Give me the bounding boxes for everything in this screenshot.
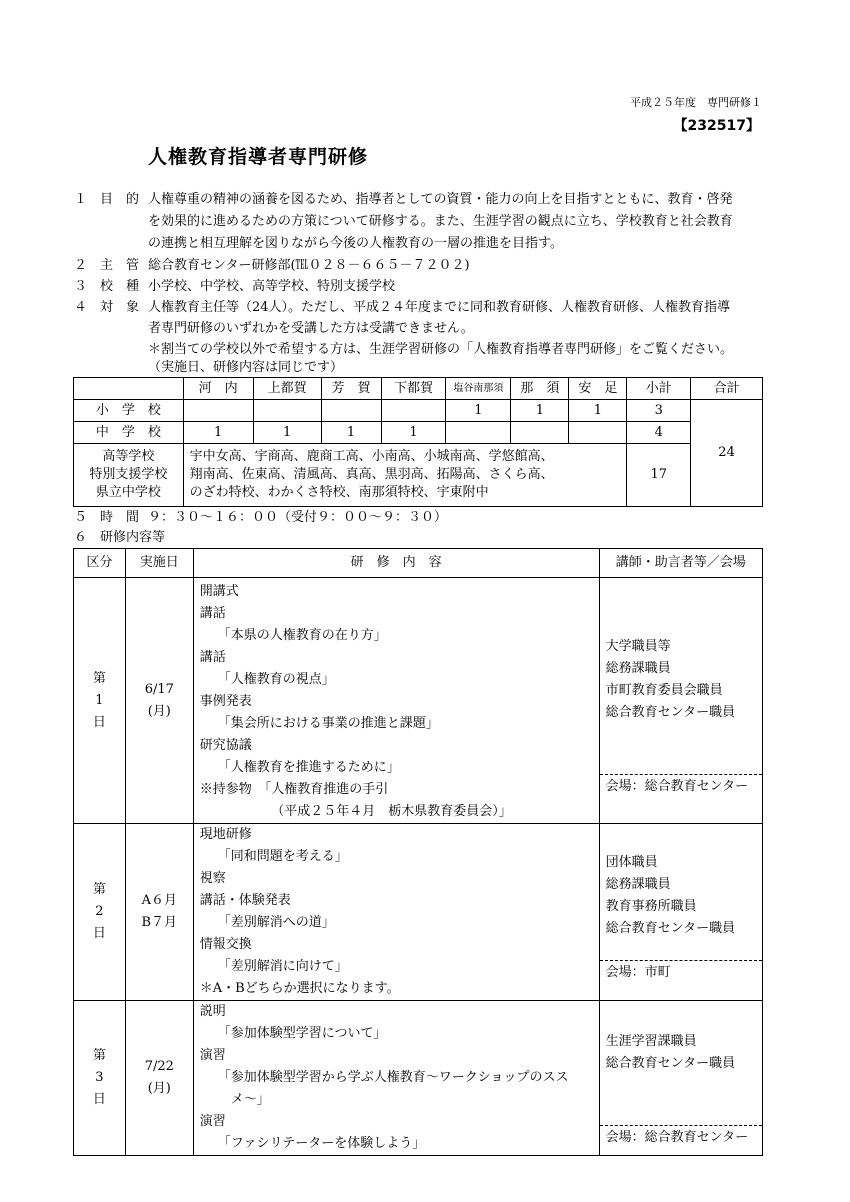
lecturer-text: 教育事務所職員 xyxy=(605,899,697,914)
quota-cell: 1 xyxy=(183,422,253,444)
division-text: 日 xyxy=(92,1092,106,1107)
content-line: （平成２５年４月 栃木県教育委員会）」 xyxy=(199,804,512,819)
quota-header: 合計 xyxy=(691,378,763,400)
division-day-1 xyxy=(74,578,126,824)
date-text: A６月 xyxy=(141,893,177,908)
lecturer-text: 生涯学習課職員 xyxy=(605,1034,697,1049)
content-line: 研究協議 xyxy=(199,738,252,753)
content-line: 視察 xyxy=(199,871,226,886)
content-line: ※持参物 「人権教育推進の手引 xyxy=(199,782,389,797)
content-line: 「差別解消に向けて」 xyxy=(217,959,348,974)
content-line: 「同和問題を考える」 xyxy=(217,849,348,864)
division-day-2 xyxy=(74,824,126,1001)
purpose-line-1: 人権尊重の精神の涵養を図るため、指導者としての資質・能力の向上を目指すとともに、教育・啓発 xyxy=(148,192,733,207)
schedule-header: 研 修 内 容 xyxy=(193,549,599,578)
content-line: 演習 xyxy=(199,1114,226,1129)
quota-cell xyxy=(253,400,321,422)
lecturer-text: 総務課職員 xyxy=(605,661,671,676)
division-text: 2 xyxy=(95,904,104,919)
quota-total: 24 xyxy=(691,400,763,507)
content-line: 講話 xyxy=(199,650,226,665)
school-list-line: 宇中女高、宇商高、鹿商工高、小南高、小城南高、学悠館高、 xyxy=(189,449,554,464)
quota-header: 芳 賀 xyxy=(321,378,381,400)
lecturer-text: 市町教育委員会職員 xyxy=(605,683,723,698)
lecturer-text: 総務課職員 xyxy=(605,877,671,892)
target-line-2: 者専門研修のいずれかを受講した方は受講できません。 xyxy=(148,321,474,336)
division-text: 日 xyxy=(92,926,106,941)
manage-label: ２ 主 管 xyxy=(74,258,140,273)
quota-cell: 4 xyxy=(627,422,691,444)
content-line: 情報交換 xyxy=(199,937,252,952)
quota-cell: 1 xyxy=(381,422,446,444)
lecturer-day-2 xyxy=(599,824,762,1001)
venue-day-3: 会場：総合教育センター xyxy=(600,1125,762,1148)
school-type-label: ３ 校 種 xyxy=(74,279,140,294)
lecturer-text: 総合教育センター職員 xyxy=(605,1056,736,1071)
schedule-header: 実施日 xyxy=(125,549,193,578)
division-day-3 xyxy=(74,1001,126,1156)
content-line: ＊A・Bどちらか選択になります。 xyxy=(199,981,400,996)
course-code: 【232517】 xyxy=(673,118,760,134)
date-text: (月) xyxy=(147,703,171,719)
lecturer-day-3 xyxy=(599,1001,762,1156)
quota-cell: 1 xyxy=(253,422,321,444)
time-label: ５ 時 間 xyxy=(74,510,140,525)
school-list-line: のざわ特校、わかくさ特校、南那須特校、宇東附中 xyxy=(189,485,489,500)
content-line: 「集会所における事業の推進と課題」 xyxy=(217,716,439,731)
division-text: 1 xyxy=(95,692,104,708)
quota-header-blank xyxy=(74,378,184,400)
division-text: 第 xyxy=(92,1048,106,1063)
schedule-table xyxy=(73,548,763,1156)
quota-header: 安 足 xyxy=(569,378,627,400)
purpose-line-3: の連携と相互理解を図りながら今後の人権教育の一層の推進を目指す。 xyxy=(148,236,563,251)
date-text: 7/22 xyxy=(144,1059,174,1074)
content-line: 「参加体験型学習から学ぶ人権教育～ワークショップのスス xyxy=(217,1070,569,1085)
purpose-line-2: を効果的に進めるための方策について研修する。また、生涯学習の観点に立ち、学校教育と社会教育 xyxy=(148,214,733,229)
schedule-header: 区分 xyxy=(74,549,126,578)
date-text: 6/17 xyxy=(144,681,174,697)
quota-high-subtotal: 17 xyxy=(627,444,691,507)
schedule-header: 講師・助言者等／会場 xyxy=(599,549,762,578)
quota-high-label: 特別支援学校 xyxy=(89,467,168,482)
content-line: メ～」 xyxy=(217,1092,270,1107)
content-line: 「ファシリテーターを体験しよう」 xyxy=(217,1136,426,1151)
target-line-4: （実施日、研修内容は同じです） xyxy=(148,360,344,375)
content-line: 演習 xyxy=(199,1048,226,1063)
date-text: (月) xyxy=(147,1081,171,1096)
purpose-label: １ 目 的 xyxy=(74,192,140,207)
date-day-2 xyxy=(125,824,193,1001)
quota-cell xyxy=(511,422,569,444)
content-line: 現地研修 xyxy=(199,827,252,842)
content-day-2 xyxy=(193,824,599,1001)
fiscal-year-label: 平成２５年度 専門研修１ xyxy=(630,96,762,109)
quota-header: 下都賀 xyxy=(381,378,446,400)
content-day-1 xyxy=(193,578,599,824)
content-line: 講話・体験発表 xyxy=(199,893,291,908)
quota-cell xyxy=(381,400,446,422)
quota-cell: 1 xyxy=(569,400,627,422)
lecturer-text: 総合教育センター職員 xyxy=(605,705,736,720)
content-line: 説明 xyxy=(199,1004,226,1019)
date-day-1 xyxy=(125,578,193,824)
lecturer-text: 大学職員等 xyxy=(605,639,671,654)
content-line: 開講式 xyxy=(199,584,239,599)
content-line: 講話 xyxy=(199,606,226,621)
date-day-3 xyxy=(125,1001,193,1156)
content-label: ６ 研修内容等 xyxy=(74,530,166,545)
school-type-value: 小学校、中学校、高等学校、特別支援学校 xyxy=(148,279,396,294)
division-text: 第 xyxy=(92,670,106,686)
lecturer-day-1 xyxy=(599,578,762,824)
quota-table xyxy=(73,377,763,507)
quota-cell: 3 xyxy=(627,400,691,422)
quota-header: 塩谷南那須 xyxy=(446,378,511,400)
quota-header: 上都賀 xyxy=(253,378,321,400)
quota-cell: 1 xyxy=(321,422,381,444)
quota-row-label: 小 学 校 xyxy=(74,400,184,422)
quota-cell xyxy=(569,422,627,444)
quota-high-labels xyxy=(74,444,184,507)
date-text: B７月 xyxy=(141,915,178,930)
division-text: 3 xyxy=(95,1070,104,1085)
page-title: 人権教育指導者専門研修 xyxy=(148,146,369,168)
target-line-1: 人権教育主任等（24人）。ただし、平成２４年度までに同和教育研修、人権教育研修、人権教育指導 xyxy=(148,300,731,315)
lecturer-text: 団体職員 xyxy=(605,855,658,870)
content-line: 「人権教育を推進するために」 xyxy=(217,760,400,775)
venue-day-1: 会場：総合教育センター xyxy=(600,774,762,797)
content-day-3 xyxy=(193,1001,599,1156)
quota-high-label: 県立中学校 xyxy=(95,485,161,500)
quota-header: 那 須 xyxy=(511,378,569,400)
content-line: 「本県の人権教育の在り方」 xyxy=(217,628,387,643)
target-label: ４ 対 象 xyxy=(74,300,140,315)
quota-cell: 1 xyxy=(511,400,569,422)
content-line: 「人権教育の視点」 xyxy=(217,672,335,687)
quota-header: 小計 xyxy=(627,378,691,400)
lecturer-text: 総合教育センター職員 xyxy=(605,921,736,936)
division-text: 第 xyxy=(92,882,106,897)
content-line: 「参加体験型学習について」 xyxy=(217,1026,387,1041)
quota-cell xyxy=(183,400,253,422)
quota-header: 河 内 xyxy=(183,378,253,400)
quota-row-label: 中 学 校 xyxy=(74,422,184,444)
quota-cell: 1 xyxy=(446,400,511,422)
quota-high-schools xyxy=(183,444,627,507)
content-line: 事例発表 xyxy=(199,694,252,709)
content-line: 「差別解消への道」 xyxy=(217,915,335,930)
quota-cell xyxy=(446,422,511,444)
target-line-3: ＊割当ての学校以外で希望する方は、生涯学習研修の「人権教育指導者専門研修」をご覧ください。 xyxy=(148,342,734,357)
venue-day-2: 会場：市町 xyxy=(600,960,762,983)
quota-high-label: 高等学校 xyxy=(102,449,155,464)
quota-cell xyxy=(321,400,381,422)
division-text: 日 xyxy=(92,714,106,730)
manage-value: 総合教育センター研修部(℡０２８－６６５－７２０２) xyxy=(148,258,470,273)
school-list-line: 翔南高、佐東高、清風高、真高、黒羽高、拓陽高、さくら高、 xyxy=(189,467,554,482)
time-value: ９：３０～１６：００（受付９：００～９：３０） xyxy=(148,510,448,525)
